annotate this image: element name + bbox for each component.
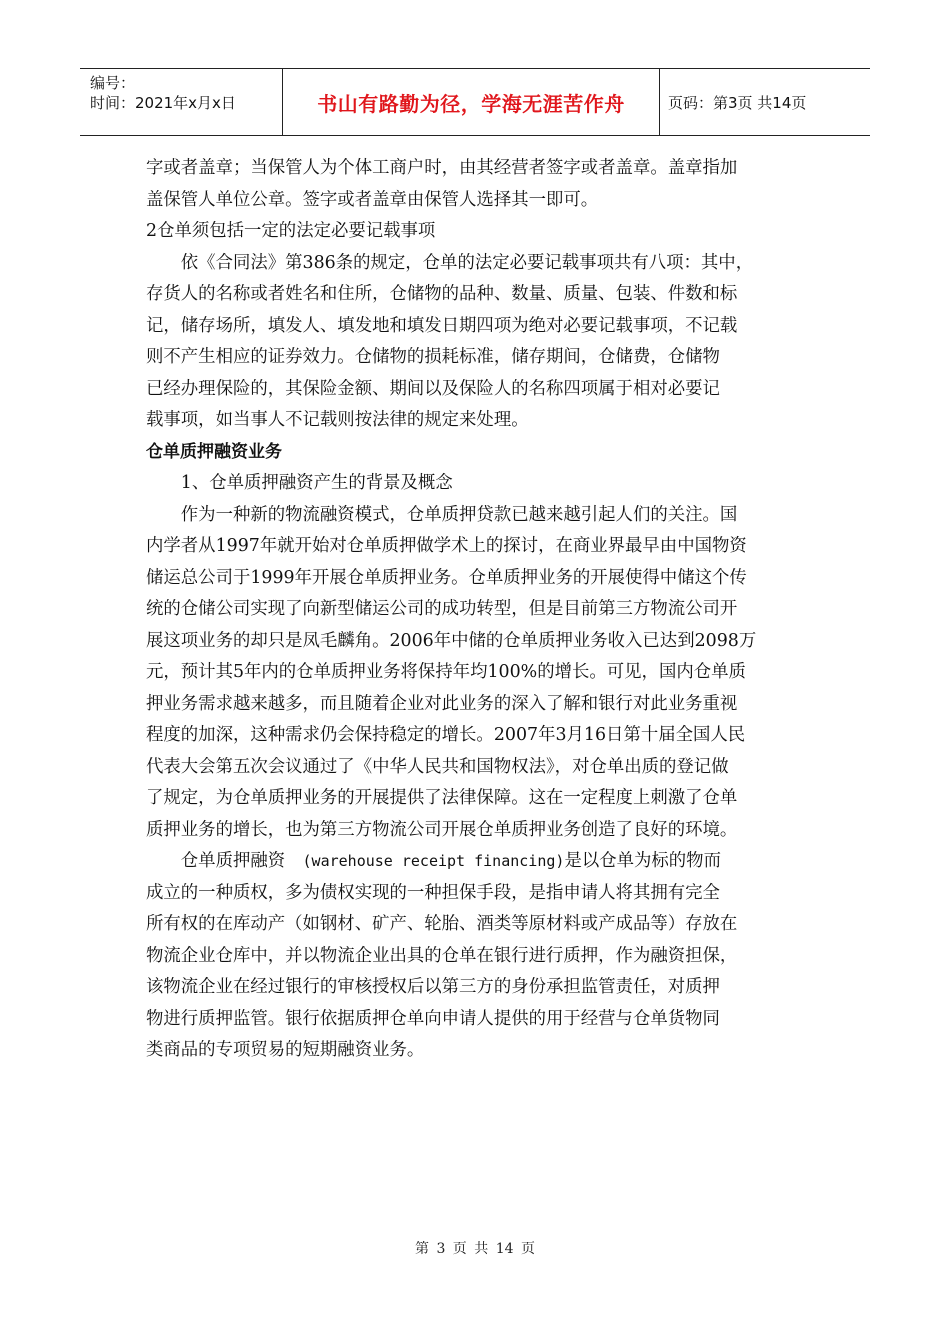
text-line: 依《合同法》第386条的规定，仓单的法定必要记载事项共有八项：其中， — [146, 252, 754, 273]
text-line — [146, 846, 810, 878]
text-line: 统的仓储公司实现了向新型储运公司的成功转型，但是目前第三方物流公司开 — [146, 599, 738, 619]
document-time-label: 时间：2021年x月x日 — [90, 94, 236, 112]
page-footer: 第 3 页 共 14 页 — [415, 1241, 535, 1257]
text-line: 内学者从1997年就开始对仓单质押做学术上的探讨，在商业界最早由中国物资 — [146, 536, 747, 556]
text-line: 2仓单须包括一定的法定必要记载事项 — [146, 221, 436, 241]
text-line: 所有权的在库动产（如钢材、矿产、轮胎、酒类等原材料或产成品等）存放在 — [146, 914, 738, 934]
header-page-number: 页码：第3页 共14页 — [668, 93, 807, 112]
text-span: 仓单质押融资 — [146, 851, 303, 871]
text-line: 物进行质押监管。银行依据质押仓单向申请人提供的用于经营与仓单货物同 — [146, 1008, 720, 1029]
header-motto: 书山有路勤为径，学海无涯苦作舟 — [283, 69, 660, 135]
text-line: 物流企业仓库中，并以物流企业出具的仓单在银行进行质押，作为融资担保， — [146, 945, 738, 966]
document-number-label: 编号： — [90, 74, 136, 92]
text-span: 是以仓单为标的物而 — [564, 851, 721, 871]
text-line: 程度的加深，这种需求仍会保持稳定的增长。2007年3月16日第十届全国人民 — [146, 725, 746, 745]
text-line: 成立的一种质权，多为债权实现的一种担保手段，是指申请人将其拥有完全 — [146, 882, 720, 903]
header-meta — [80, 69, 283, 135]
text-line: 存货人的名称或者姓名和住所，仓储物的品种、数量、质量、包装、件数和标 — [146, 284, 738, 304]
text-line: 押业务需求越来越多，而且随着企业对此业务的深入了解和银行对此业务重视 — [146, 693, 738, 714]
text-line: 字或者盖章；当保管人为个体工商户时，由其经营者签字或者盖章。盖章指加 — [146, 158, 738, 178]
text-line: 展这项业务的却只是凤毛麟角。2006年中储的仓单质押业务收入已达到2098万 — [146, 630, 757, 651]
document-body — [146, 153, 810, 1067]
page-header — [80, 68, 870, 136]
text-line: 类商品的专项贸易的短期融资业务。 — [146, 1040, 425, 1060]
text-line: 则不产生相应的证券效力。仓储物的损耗标准，储存期间，仓储费，仓储物 — [146, 347, 720, 367]
text-line: 代表大会第五次会议通过了《中华人民共和国物权法》，对仓单出质的登记做 — [146, 756, 729, 777]
text-line: 载事项，如当事人不记载则按法律的规定来处理。 — [146, 410, 529, 430]
text-line: 作为一种新的物流融资模式，仓单质押贷款已越来越引起人们的关注。国 — [146, 504, 738, 525]
text-line: 记，储存场所，填发人、填发地和填发日期四项为绝对必要记载事项，不记载 — [146, 315, 738, 336]
text-line: 元，预计其5年内的仓单质押业务将保持年均100%的增长。可见，国内仓单质 — [146, 662, 746, 682]
subheading: 1、仓单质押融资产生的背景及概念 — [146, 473, 453, 493]
text-line: 盖保管人单位公章。签字或者盖章由保管人选择其一即可。 — [146, 189, 599, 210]
text-line: 了规定，为仓单质押业务的开展提供了法律保障。这在一定程度上刺激了仓单 — [146, 788, 738, 808]
text-line: 储运总公司于1999年开展仓单质押业务。仓单质押业务的开展使得中储这个传 — [146, 567, 747, 588]
english-term: (warehouse receipt financing) — [302, 852, 565, 870]
text-line: 已经办理保险的，其保险金额、期间以及保险人的名称四项属于相对必要记 — [146, 378, 720, 399]
text-line: 该物流企业在经过银行的审核授权后以第三方的身份承担监管责任，对质押 — [146, 977, 720, 997]
text-line: 质押业务的增长，也为第三方物流公司开展仓单质押业务创造了良好的环境。 — [146, 819, 738, 840]
section-heading: 仓单质押融资业务 — [146, 441, 282, 462]
